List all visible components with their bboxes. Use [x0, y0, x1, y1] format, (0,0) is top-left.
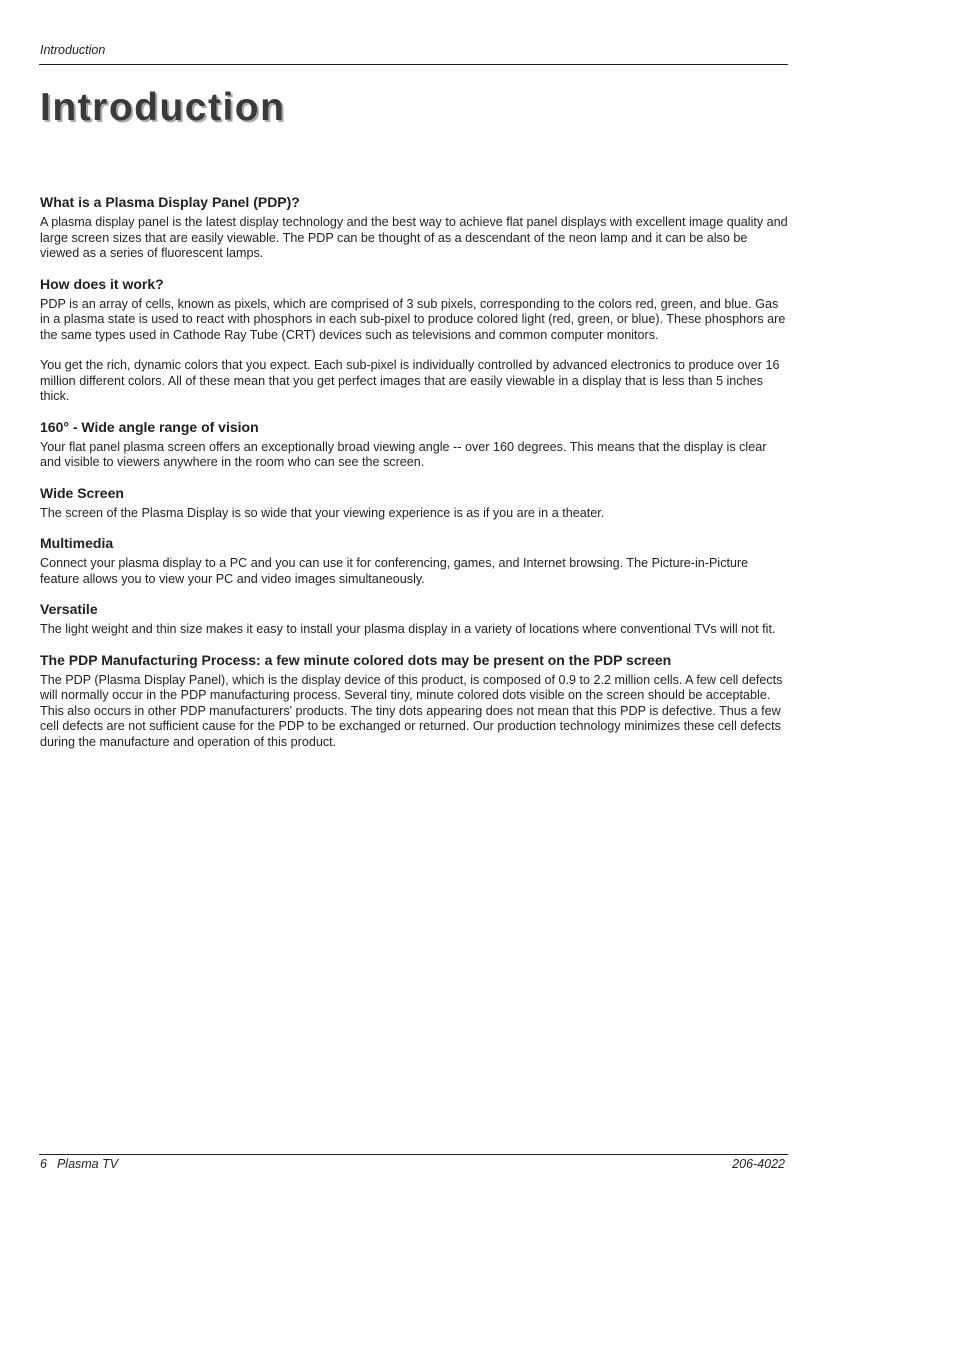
section-paragraph: Your flat panel plasma screen offers an exceptionally broad viewing angle -- over 160 degrees. This means that the display is clear and visible to viewers anywhere in the room who can see the screen.	[40, 439, 767, 469]
running-header: Introduction	[40, 43, 106, 57]
section-heading: What is a Plasma Display Panel (PDP)?	[40, 194, 300, 210]
section-multimedia	[40, 535, 788, 587]
section-wide-screen	[40, 485, 788, 522]
section-wide-angle	[40, 419, 788, 471]
section-paragraph: The screen of the Plasma Display is so wide that your viewing experience is as if you are in a theater.	[40, 505, 605, 520]
section-versatile	[40, 601, 788, 638]
section-heading: Wide Screen	[40, 484, 124, 501]
section-paragraph: You get the rich, dynamic colors that you expect. Each sub-pixel is individually controlled by advanced electronics to produce over 16 million different colors. All of these mean that you get perfect images that are easily viewable in a display that is less than 5 inches thick.	[40, 358, 780, 403]
section-paragraph: The PDP (Plasma Display Panel), which is the display device of this product, is composed of 0.9 to 2.2 million cells. A few cell defects will normally occur in the PDP manufacturing process. Several tiny, minute colored dots visible on the screen should be acceptable. This also occurs in other PDP manufacturers' products. The tiny dots appearing does not mean that this PDP is defective. Thus a few cell defects are not sufficient cause for the PDP to be exchanged or returned. Our production technology minimizes these cell defects during the manufacture and operation of this product.	[40, 672, 783, 749]
document-code: 206-4022	[732, 1157, 785, 1171]
section-what-is-pdp	[40, 194, 788, 262]
section-heading: The PDP Manufacturing Process: a few minute colored dots may be present on the PDP screen	[40, 651, 672, 668]
footer-left	[40, 1157, 118, 1171]
section-heading: Versatile	[40, 601, 98, 617]
section-heading: Multimedia	[40, 535, 114, 551]
section-heading: How does it work?	[40, 275, 164, 292]
product-name: Plasma TV	[56, 1157, 119, 1171]
section-paragraph: PDP is an array of cells, known as pixels, which are comprised of 3 sub pixels, corresponding to the colors red, green, and blue. Gas in a plasma state is used to react with phosphors in each sub-pixel to produce colored light (red, green, or blue). These phosphors are the same types used in Cathode Ray Tube (CRT) devices such as televisions and common computer monitors.	[40, 296, 786, 342]
page-title: Introduction	[40, 86, 286, 129]
section-manufacturing-process	[40, 652, 788, 751]
header-rule	[39, 64, 788, 65]
section-heading: 160° - Wide angle range of vision	[40, 418, 259, 435]
main-content	[40, 194, 788, 764]
footer-rule	[39, 1154, 788, 1155]
section-how-it-works	[40, 276, 788, 405]
section-paragraph: A plasma display panel is the latest display technology and the best way to achieve flat panel displays with excellent image quality and large screen sizes that are easily viewable. The PDP can be thought of as a descendant of the neon lamp and it can be also be viewed as a series of fluorescent lamps.	[40, 215, 788, 260]
section-paragraph: The light weight and thin size makes it easy to install your plasma display in a variety of locations where conventional TVs will not fit.	[40, 622, 776, 636]
page-number: 6	[40, 1157, 47, 1171]
section-paragraph: Connect your plasma display to a PC and you can use it for conferencing, games, and Internet browsing. The Picture-in-Picture feature allows you to view your PC and video images simultaneously.	[40, 556, 749, 586]
